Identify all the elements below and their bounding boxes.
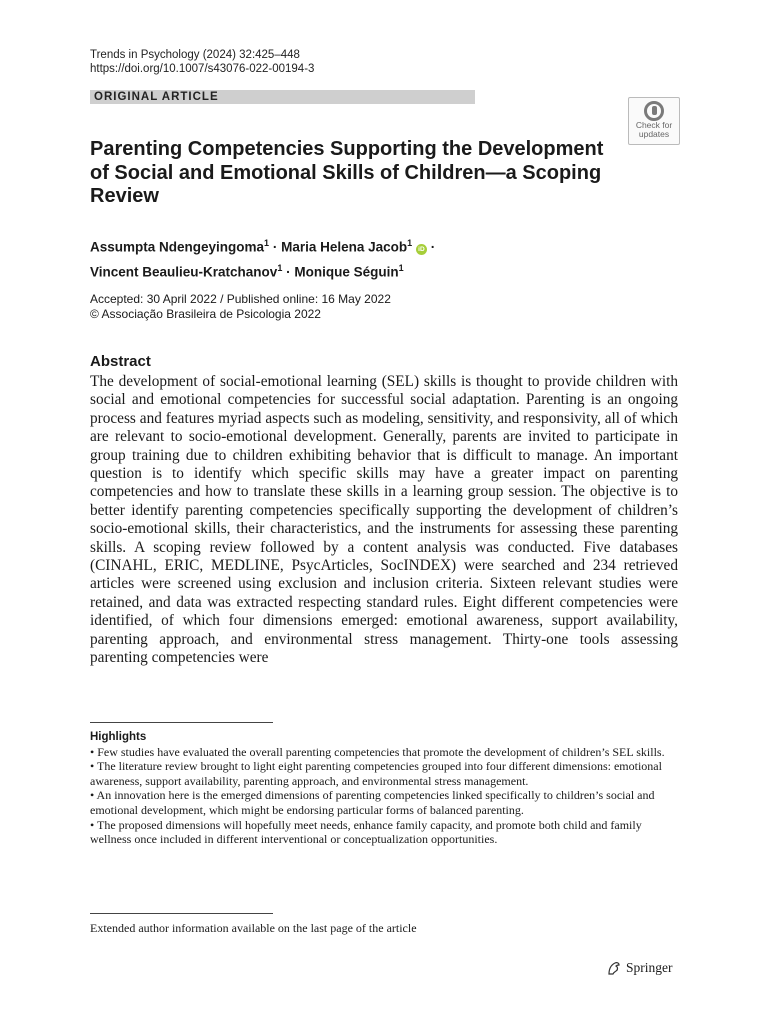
- article-type-label: ORIGINAL ARTICLE: [94, 91, 219, 103]
- highlights-heading: Highlights: [90, 731, 147, 743]
- author-separator: ·: [430, 239, 436, 255]
- abstract-text: The development of social-emotional learning (SEL) skills is thought to provide children with social and emotional competencies for successful social adaptation. Parenting is an ongoing process and features myriad aspects such as modeling, sensitivity, and responsivity, all of which are relevant to socio-emotional development. Generally, parents are invited to participate in group training due to children exhibiting behavior that is difficult to manage. An important question is to identify which specific skills may have a greater impact on parenting competencies and how to translate these skills in a learning group session. The objective is to better identify parenting competencies specifically supporting the development of children’s socio-emotional skills, their characteristics, and the instruments for assessing these parenting skills. A scoping review followed by a content analysis was conducted. Five databases (CINAHL, ERIC, MEDLINE, PsycArticles, SocINDEX) were searched and 234 retrieved articles were screened using exclusion and inclusion criteria. Sixteen relevant studies were retained, and data was extracted respecting standard rules. Eight different competencies were identified, of which four dimensions emerged: emotional awareness, support availability, parenting approach, and environmental stress management. Thirty-one tools assessing parenting competencies were: [90, 373, 678, 667]
- publisher-name: Springer: [626, 960, 673, 975]
- publication-dates: [90, 292, 391, 322]
- author-name[interactable]: Assumpta Ndengeyingoma: [90, 239, 265, 255]
- author-name[interactable]: Monique Séguin: [294, 264, 399, 279]
- copyright-line: © Associação Brasileira de Psicologia 2022: [90, 307, 321, 321]
- author-name[interactable]: Maria Helena Jacob: [281, 239, 408, 255]
- springer-horse-icon: [606, 960, 622, 976]
- article-title: Parenting Competencies Supporting the Development of Social and Emotional Skills of Children—a Scoping Review: [90, 138, 604, 207]
- author-name[interactable]: Vincent Beaulieu-Kratchanov: [90, 264, 278, 279]
- footnote-divider: [90, 913, 273, 914]
- article-doi[interactable]: https://doi.org/10.1007/s43076-022-00194-3: [90, 63, 315, 75]
- author-affiliation: 1: [277, 262, 283, 273]
- highlights-divider: [90, 722, 273, 723]
- journal-citation: Trends in Psychology (2024) 32:425–448: [90, 49, 300, 61]
- accepted-published-date: Accepted: 30 April 2022 / Published online: 16 May 2022: [90, 292, 391, 306]
- author-info-footnote: Extended author information available on the last page of the article: [90, 921, 417, 935]
- article-type-banner: [90, 90, 475, 104]
- check-updates-line1: Check for: [635, 120, 673, 130]
- author-affiliation: 1: [264, 238, 270, 248]
- orcid-icon[interactable]: iD: [416, 244, 427, 255]
- highlight-item: • The literature review brought to light eight parenting competencies grouped into four different dimensions: emotional awareness, support availability, parenting approach, and environmental stress management.: [90, 759, 662, 788]
- author-separator: ·: [272, 239, 278, 255]
- publisher-logo: [606, 960, 673, 976]
- author-separator: ·: [286, 264, 291, 279]
- highlights-box: [90, 730, 670, 847]
- check-updates-icon: [644, 101, 664, 121]
- highlight-item: • The proposed dimensions will hopefully meet needs, enhance family capacity, and promote both child and family wellness once included in different interventional or conceptualization opportunities.: [90, 817, 642, 847]
- highlight-item: • Few studies have evaluated the overall parenting competencies that promote the development of children’s SEL skills.: [90, 744, 665, 759]
- abstract-heading: Abstract: [90, 353, 151, 370]
- author-affiliation: 1: [407, 238, 413, 248]
- highlight-item: • An innovation here is the emerged dimensions of parenting competencies linked specifically to children’s social and emotional development, which might be endorsing particular forms of balanced parenting.: [90, 788, 655, 817]
- check-updates-line2: updates: [638, 129, 670, 139]
- check-for-updates-badge[interactable]: [628, 97, 680, 145]
- author-list: [90, 233, 610, 282]
- author-affiliation: 1: [398, 262, 404, 273]
